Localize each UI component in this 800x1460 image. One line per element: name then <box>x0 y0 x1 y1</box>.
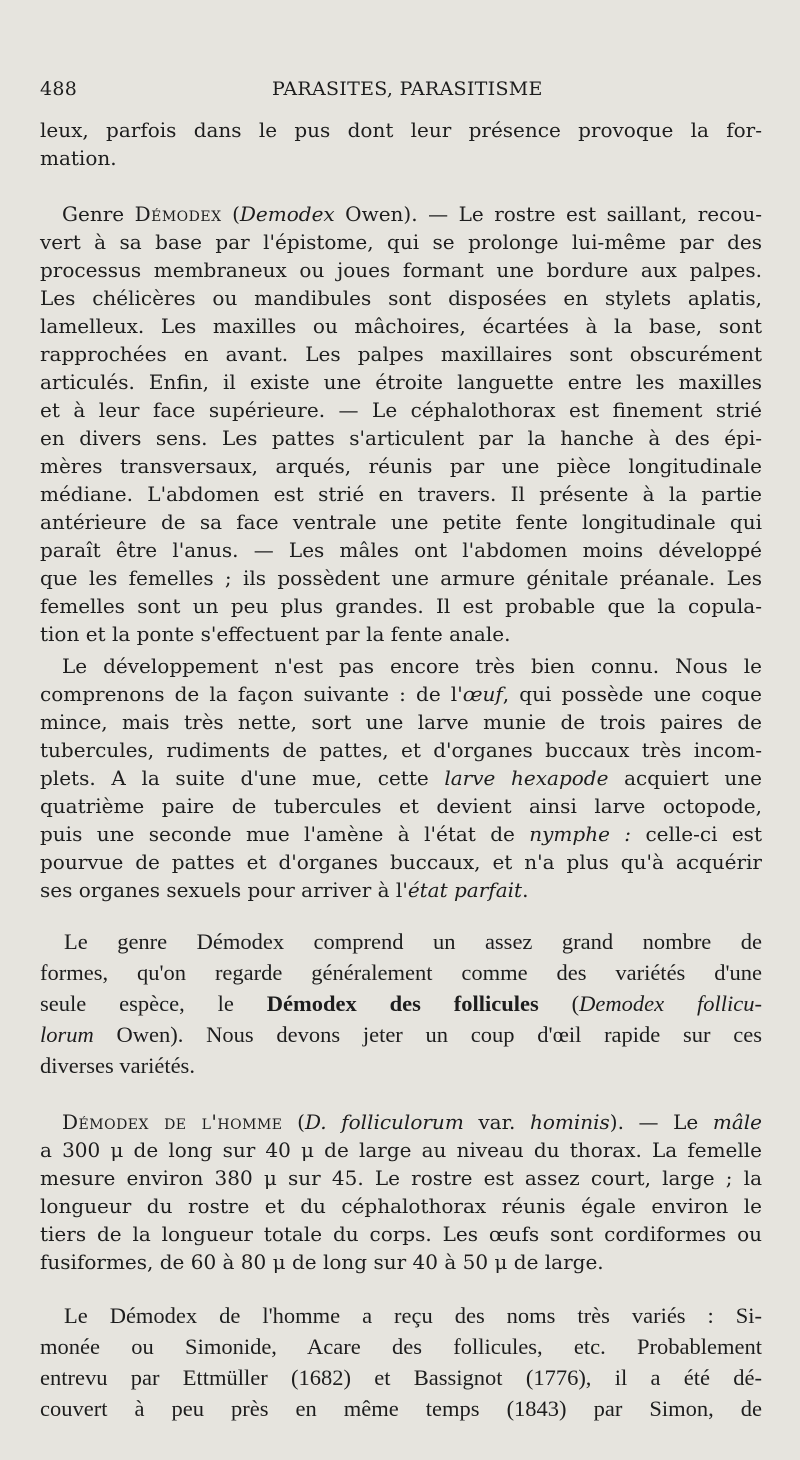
italic-term: nymphe : <box>529 822 632 846</box>
text-line: Le genre Démodex comprend un assez grand nombre de <box>64 929 762 954</box>
text-line: mesure environ 380 μ sur 45. Le rostre est assez court, large ; la <box>40 1166 762 1190</box>
genus-name: Démodex <box>134 202 222 226</box>
text-line: puis une seconde mue l'amène à l'état de nymphe : celle-ci est <box>40 822 762 846</box>
text-line: mince, mais très nette, sort une larve munie de trois paires de <box>40 710 762 734</box>
species-latin-name: Demodex follicu- <box>579 991 762 1016</box>
text-line: articulés. Enfin, il existe une étroite languette entre les maxilles <box>40 370 762 394</box>
text-line: rapprochées en avant. Les palpes maxillaires sont obscurément <box>40 342 762 366</box>
text-line: processus membraneux ou joues formant une bordure aux palpes. <box>40 258 762 282</box>
italic-term: œuf <box>462 682 503 706</box>
text-line: et à leur face supérieure. — Le céphalothorax est finement strié <box>40 398 762 422</box>
species-name: Démodex des follicules <box>266 991 539 1016</box>
species-latin-name: lorum <box>40 1022 94 1047</box>
text-line: médiane. L'abdomen est strié en travers. Il présente à la partie <box>40 482 762 506</box>
text-line: tiers de la longueur totale du corps. Les œufs sont cordiformes ou <box>40 1222 762 1246</box>
text-line: couvert à peu près en même temps (1843) par Simon, de <box>40 1396 762 1421</box>
genus-latin-name: Demodex <box>239 202 335 226</box>
text-line: a 300 μ de long sur 40 μ de large au niveau du thorax. La femelle <box>40 1138 762 1162</box>
text-line: leux, parfois dans le pus dont leur présence provoque la for- <box>40 118 762 142</box>
text-line: vert à sa base par l'épistome, qui se prolonge lui-même par des <box>40 230 762 254</box>
text-line: Le développement n'est pas encore très bien connu. Nous le <box>62 654 762 678</box>
italic-term: état parfait <box>407 878 523 902</box>
text-line: lorum Owen). Nous devons jeter un coup d'œil rapide sur ces <box>40 1022 762 1047</box>
text-line: fusiformes, de 60 à 80 μ de long sur 40 à 50 μ de large. <box>40 1250 604 1274</box>
text-line: mères transversaux, arqués, réunis par une pièce longitudinale <box>40 454 762 478</box>
page-header <box>40 78 580 104</box>
text-line: femelles sont un peu plus grandes. Il est probable que la copula- <box>40 594 762 618</box>
text-line: plets. A la suite d'une mue, cette larve hexapode acquiert une <box>40 766 762 790</box>
text-line: tubercules, rudiments de pattes, et d'organes buccaux très incom- <box>40 738 762 762</box>
text-line: diverses variétés. <box>40 1053 195 1078</box>
text-line: Les chélicères ou mandibules sont disposées en stylets aplatis, <box>40 286 762 310</box>
variety-heading-line: Démodex de l'homme (D. folliculorum var. hominis). — Le mâle <box>62 1110 762 1134</box>
text-line: formes, qu'on regarde généralement comme des variétés d'une <box>40 960 762 985</box>
text-line: mation. <box>40 146 117 170</box>
text-line: pourvue de pattes et d'organes buccaux, et n'a plus qu'à acquérir <box>40 850 762 874</box>
running-title: PARASITES, PARASITISME <box>272 78 543 100</box>
text-line: longueur du rostre et du céphalothorax réunis égale environ le <box>40 1194 762 1218</box>
variety-name: Démodex de l'homme <box>62 1110 283 1134</box>
page-number: 488 <box>40 78 78 100</box>
text-line: que les femelles ; ils possèdent une armure génitale préanale. Les <box>40 566 762 590</box>
text-line: paraît être l'anus. — Les mâles ont l'abdomen moins développé <box>40 538 762 562</box>
text-line: ses organes sexuels pour arriver à l'état parfait. <box>40 878 529 902</box>
text-line: Le Démodex de l'homme a reçu des noms très variés : Si- <box>64 1303 762 1328</box>
text-line: monée ou Simonide, Acare des follicules, etc. Probablement <box>40 1334 762 1359</box>
text-line: en divers sens. Les pattes s'articulent par la hanche à des épi- <box>40 426 762 450</box>
text-line: comprenons de la façon suivante : de l'œuf, qui possède une coque <box>40 682 762 706</box>
text-line: entrevu par Ettmüller (1682) et Bassignot (1776), il a été dé- <box>40 1365 762 1390</box>
text-line: antérieure de sa face ventrale une petite fente longitudinale qui <box>40 510 762 534</box>
text-line: lamelleux. Les maxilles ou mâchoires, écartées à la base, sont <box>40 314 762 338</box>
italic-term: larve hexapode <box>444 766 609 790</box>
text-line: quatrième paire de tubercules et devient ainsi larve octopode, <box>40 794 762 818</box>
text-line: seule espèce, le Démodex des follicules (Demodex follicu- <box>40 991 762 1016</box>
text-line: tion et la ponte s'effectuent par la fente anale. <box>40 622 511 646</box>
genre-heading-line: Genre Démodex (Demodex Owen). — Le rostre est saillant, recou- <box>62 202 762 226</box>
